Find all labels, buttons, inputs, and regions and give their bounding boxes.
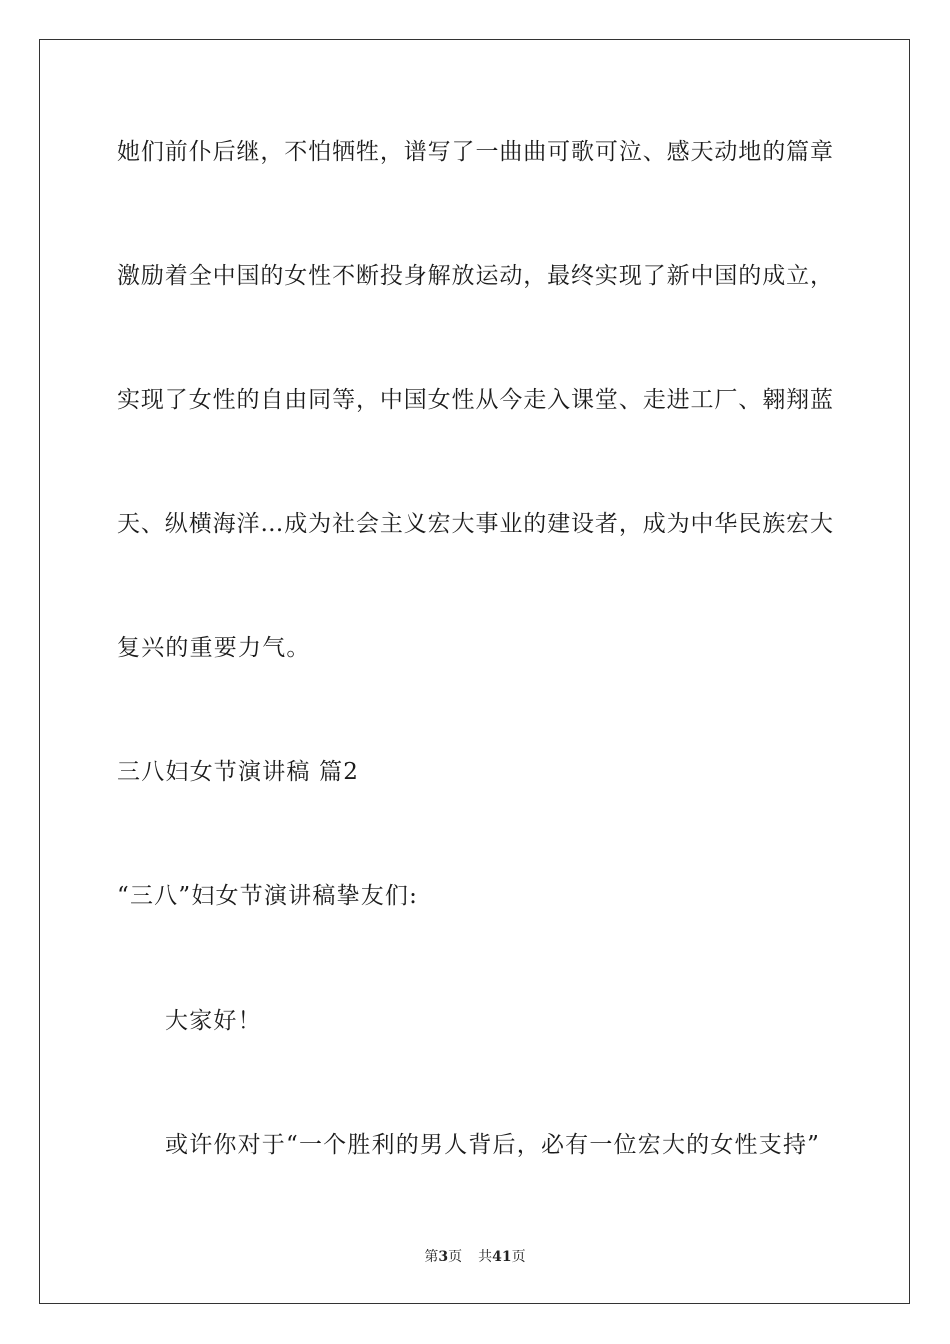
body-line-2: 激励着全中国的女性不断投身解放运动，最终实现了新中国的成立， [117, 263, 833, 289]
paragraph-start: 或许你对于“一个胜利的男人背后，必有一位宏大的女性支持” [165, 1132, 821, 1158]
page-footer [0, 1248, 950, 1266]
footer-total-suffix: 页 [511, 1249, 526, 1265]
footer-page-prefix: 第 [424, 1249, 439, 1265]
section-heading: 三八妇女节演讲稿 篇2 [117, 759, 360, 785]
footer-total-prefix: 共 [478, 1249, 493, 1265]
footer-total-pages: 41 [492, 1249, 512, 1265]
body-line-5: 复兴的重要力气。 [117, 635, 311, 661]
salutation: “三八”妇女节演讲稿挚友们: [117, 883, 419, 909]
body-line-4: 天、纵横海洋…成为社会主义宏大事业的建设者，成为中华民族宏大 [117, 511, 833, 537]
body-line-3: 实现了女性的自由同等，中国女性从今走入课堂、走进工厂、翱翔蓝 [117, 387, 833, 413]
greeting: 大家好！ [165, 1008, 262, 1034]
body-line-1: 她们前仆后继，不怕牺牲，谱写了一曲曲可歌可泣、感天动地的篇章 [117, 139, 833, 165]
footer-page-suffix: 页 [448, 1249, 463, 1265]
footer-page-number: 3 [438, 1249, 449, 1265]
page-frame [39, 39, 910, 1304]
